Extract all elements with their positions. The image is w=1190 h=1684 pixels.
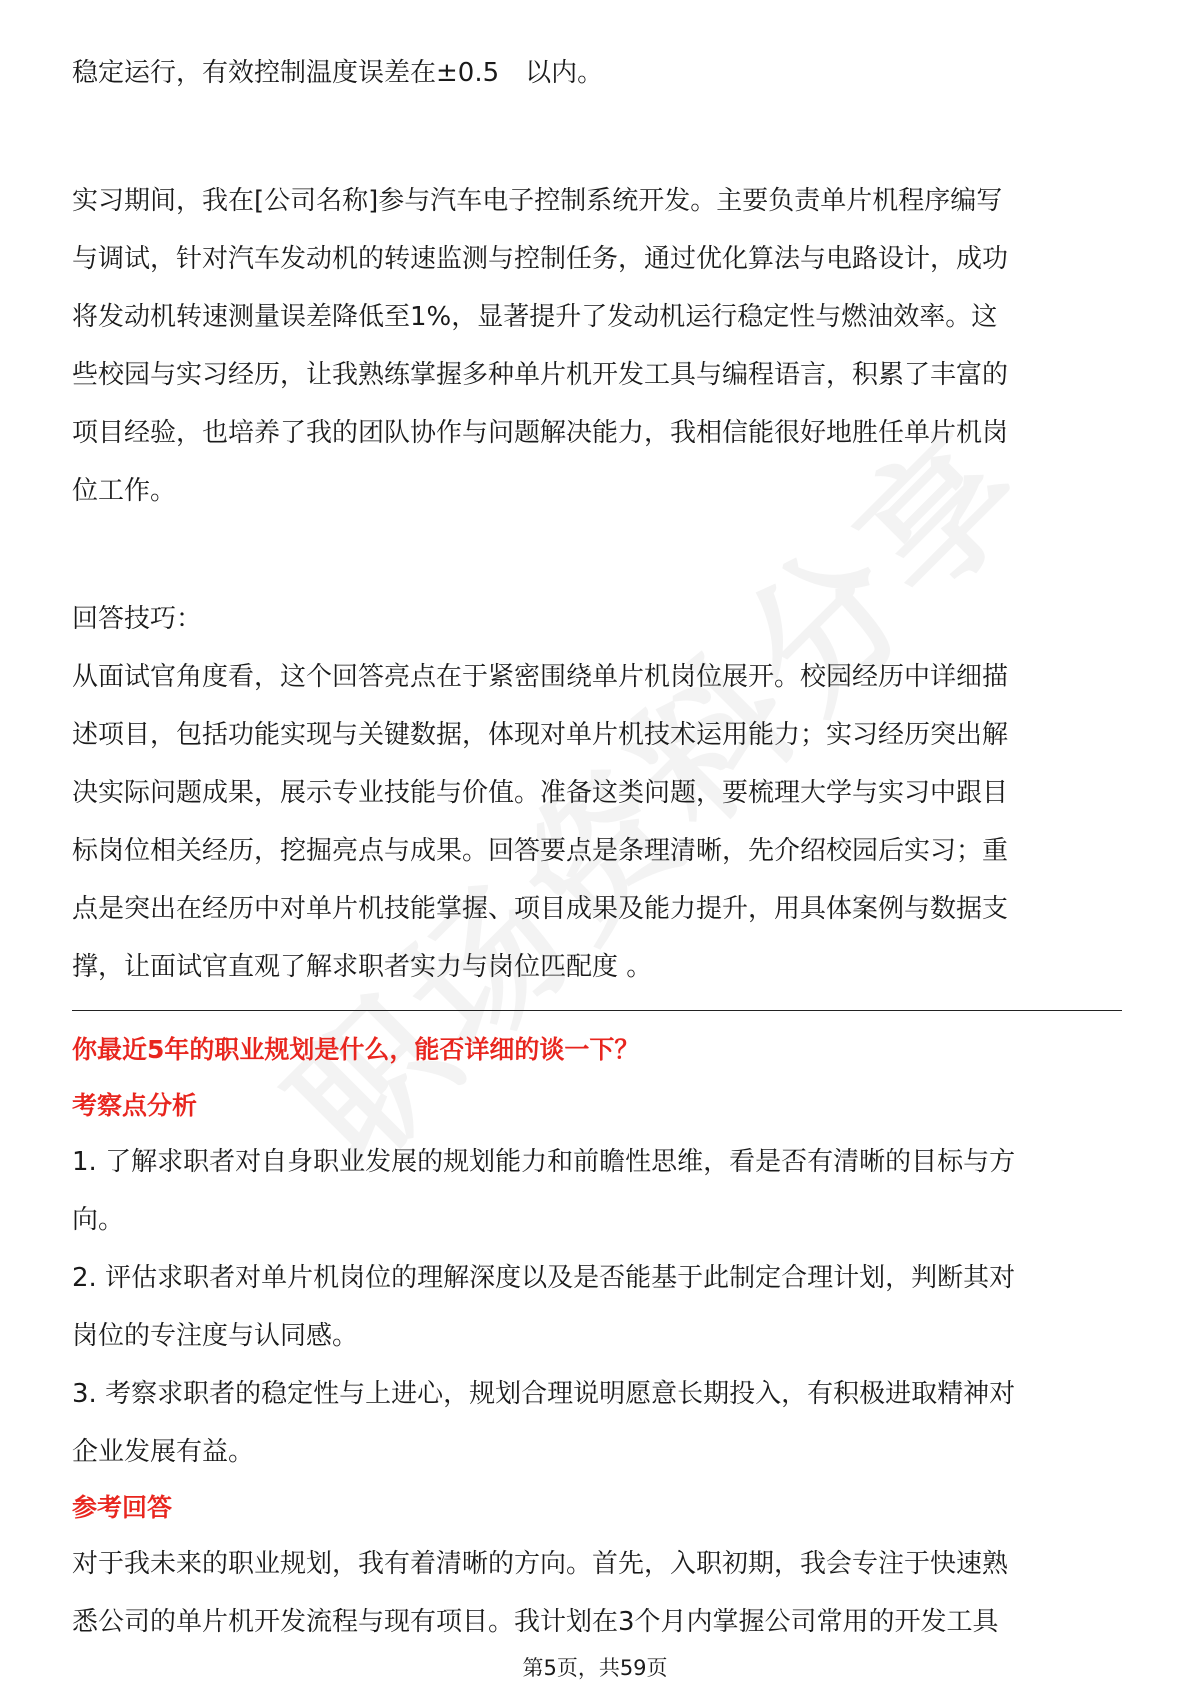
paragraph-line: 稳定运行，有效控制温度误差在±0.5 以内。 [72,58,604,88]
list-item: 岗位的专注度与认同感。 [72,1321,359,1351]
list-item: 3. 考察求职者的稳定性与上进心，规划合理说明愿意长期投入，有积极进取精神对 [72,1379,1016,1409]
list-item: 向。 [72,1205,125,1235]
spacer [72,520,1122,590]
paragraph-line: 对于我未来的职业规划，我有着清晰的方向。首先，入职初期，我会专注于快速熟 [72,1549,1009,1579]
list-item: 2. 评估求职者对单片机岗位的理解深度以及是否能基于此制定合理计划，判断其对 [72,1263,1016,1293]
answer-heading: 参考回答 [72,1493,173,1522]
answer-paragraph [72,1535,1122,1651]
paragraph-line: 从面试官角度看，这个回答亮点在于紧密围绕单片机岗位展开。校园经历中详细描 [72,662,1009,692]
paragraph-line: 项目经验，也培养了我的团队协作与问题解决能力，我相信能很好地胜任单片机岗 [72,418,1009,448]
tips-label: 回答技巧： [72,604,203,634]
paragraph-line: 实习期间，我在[公司名称]参与汽车电子控制系统开发。主要负责单片机程序编写 [72,186,1003,216]
document-body [72,44,1122,1651]
paragraph-line: 与调试，针对汽车发动机的转速监测与控制任务，通过优化算法与电路设计，成功 [72,244,1009,274]
paragraph-line: 标岗位相关经历，挖掘亮点与成果。回答要点是条理清晰，先介绍校园后实习；重 [72,836,1009,866]
paragraph-line: 位工作。 [72,476,177,506]
analysis-list [72,1133,1122,1481]
spacer [72,102,1122,172]
paragraph-line: 悉公司的单片机开发流程与现有项目。我计划在3个月内掌握公司常用的开发工具 [72,1607,999,1637]
internship-paragraph [72,172,1122,520]
tips-paragraph [72,648,1122,996]
page-number: 第5页，共59页 [522,1656,668,1680]
paragraph-line: 点是突出在经历中对单片机技能掌握、项目成果及能力提升，用具体案例与数据支 [72,894,1009,924]
paragraph-line: 决实际问题成果，展示专业技能与价值。准备这类问题，要梳理大学与实习中跟目 [72,778,1009,808]
list-item: 1. 了解求职者对自身职业发展的规划能力和前瞻性思维，看是否有清晰的目标与方 [72,1147,1016,1177]
question-title: 你最近5年的职业规划是什么，能否详细的谈一下？ [72,1035,640,1064]
paragraph-line: 撑，让面试官直观了解求职者实力与岗位匹配度 。 [72,952,653,982]
paragraph-line: 将发动机转速测量误差降低至1%，显著提升了发动机运行稳定性与燃油效率。这 [72,302,998,332]
analysis-heading: 考察点分析 [72,1091,198,1120]
paragraph-line: 述项目，包括功能实现与关键数据，体现对单片机技术运用能力；实习经历突出解 [72,720,1009,750]
section-divider [72,1010,1122,1011]
list-item: 企业发展有益。 [72,1437,255,1467]
paragraph-line: 些校园与实习经历，让我熟练掌握多种单片机开发工具与编程语言，积累了丰富的 [72,360,1009,390]
